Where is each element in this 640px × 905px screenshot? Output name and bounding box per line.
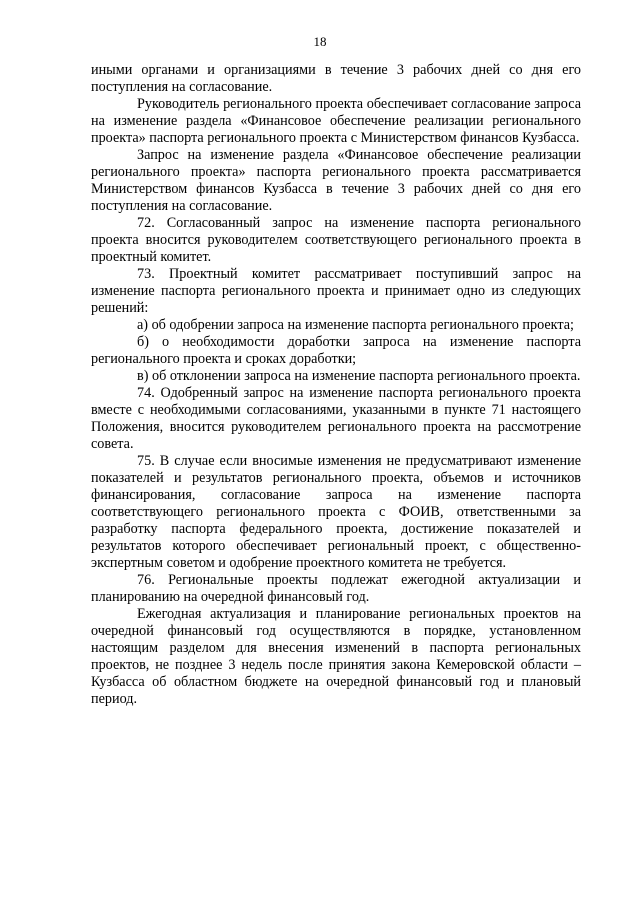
paragraph-item-74: 74. Одобренный запрос на изменение паспорта регионального проекта вместе с необходимыми согласованиями, указанными в пункте 71 настоящего Положения, вносится руководителем регионального проекта на рассмотрение совета. — [91, 385, 581, 452]
document-body — [91, 62, 581, 708]
paragraph-decision-b: б) о необходимости доработки запроса на изменение паспорта регионального проекта и сроках доработки; — [91, 334, 581, 367]
paragraph-finance-approval: Руководитель регионального проекта обеспечивает согласование запроса на изменение раздела «Финансовое обеспечение реализации регионального проекта» паспорта регионального проекта с Министерством финансов Кузбасса. — [91, 96, 581, 146]
paragraph-item-73: 73. Проектный комитет рассматривает поступивший запрос на изменение паспорта регионального проекта и принимает одно из следующих решений: — [91, 266, 581, 316]
paragraph-item-75: 75. В случае если вносимые изменения не предусматривают изменение показателей и результатов регионального проекта, объемов и источников финансирования, согласование запроса на изменение паспорта соответствующего регионального проекта с ФОИВ, ответственными за разработку паспорта федерального проекта, достижение показателей и результатов которого обеспечивает региональный проект, с общественно-экспертным советом и одобрение проектного комитета не требуется. — [91, 453, 581, 571]
page-number: 18 — [313, 34, 327, 49]
paragraph-finance-review: Запрос на изменение раздела «Финансовое обеспечение реализации регионального проекта» паспорта регионального проекта рассматривается Министерством финансов Кузбасса в течение 3 рабочих дней со дня его поступления на согласование. — [91, 147, 581, 214]
paragraph-decision-a: а) об одобрении запроса на изменение паспорта регионального проекта; — [137, 317, 574, 333]
paragraph-item-72: 72. Согласованный запрос на изменение паспорта регионального проекта вносится руководителем соответствующего регионального проекта в проектный комитет. — [91, 215, 581, 265]
paragraph-decision-c: в) об отклонении запроса на изменение паспорта регионального проекта. — [137, 368, 581, 384]
paragraph-annual-update: Ежегодная актуализация и планирование региональных проектов на очередной финансовый год осуществляются в порядке, установленном настоящим разделом для внесения изменений в паспорта региональных проектов, не позднее 3 недель после принятия закона Кемеровской области – Кузбасса об областном бюджете на очередной финансовый год и плановый период. — [91, 606, 581, 707]
paragraph-continuation: иными органами и организациями в течение 3 рабочих дней со дня его поступления на согласование. — [91, 62, 581, 95]
paragraph-item-76: 76. Региональные проекты подлежат ежегодной актуализации и планированию на очередной финансовый год. — [91, 572, 581, 605]
